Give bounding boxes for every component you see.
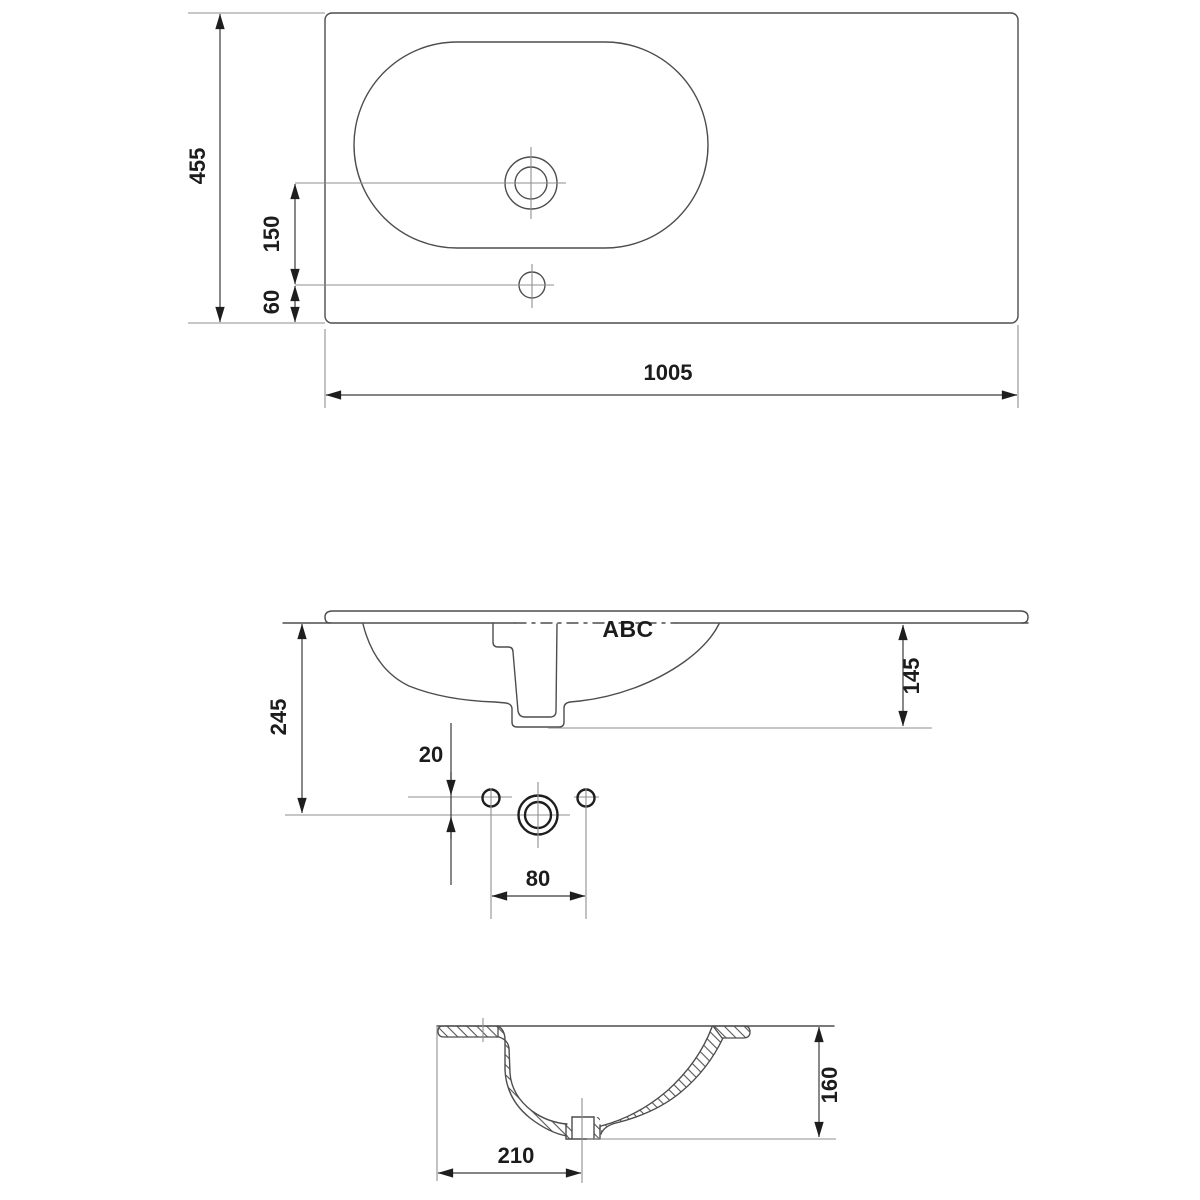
drain-box-right-wall-hatch [594, 1117, 600, 1139]
drain-box-left-wall-hatch [566, 1124, 572, 1139]
dimension-label-total-height: 245 [266, 698, 291, 736]
top-plan-view [185, 13, 1018, 408]
watermark-text: ABC [602, 616, 654, 642]
side-section-view [437, 1018, 842, 1183]
slab-outline [325, 611, 1028, 623]
dimension-label-holes-spacing: 80 [525, 866, 551, 891]
dimension-label-tap-to-edge: 60 [259, 289, 284, 315]
dimension-label-drain-to-tap: 150 [259, 215, 284, 253]
bowl-profile-outline [363, 624, 719, 727]
left-flange-section [438, 1026, 498, 1037]
basin-top-outline [325, 13, 1018, 323]
dimension-label-drain-offset: 210 [497, 1143, 535, 1168]
dimension-label-holes-offset: 20 [418, 742, 444, 767]
dimension-label-height: 160 [817, 1066, 842, 1104]
dimension-label-width: 1005 [643, 360, 693, 385]
dimension-label-depth: 455 [185, 147, 210, 185]
dimension-label-bowl-depth: 145 [899, 657, 924, 695]
front-elevation-view [266, 611, 1028, 919]
